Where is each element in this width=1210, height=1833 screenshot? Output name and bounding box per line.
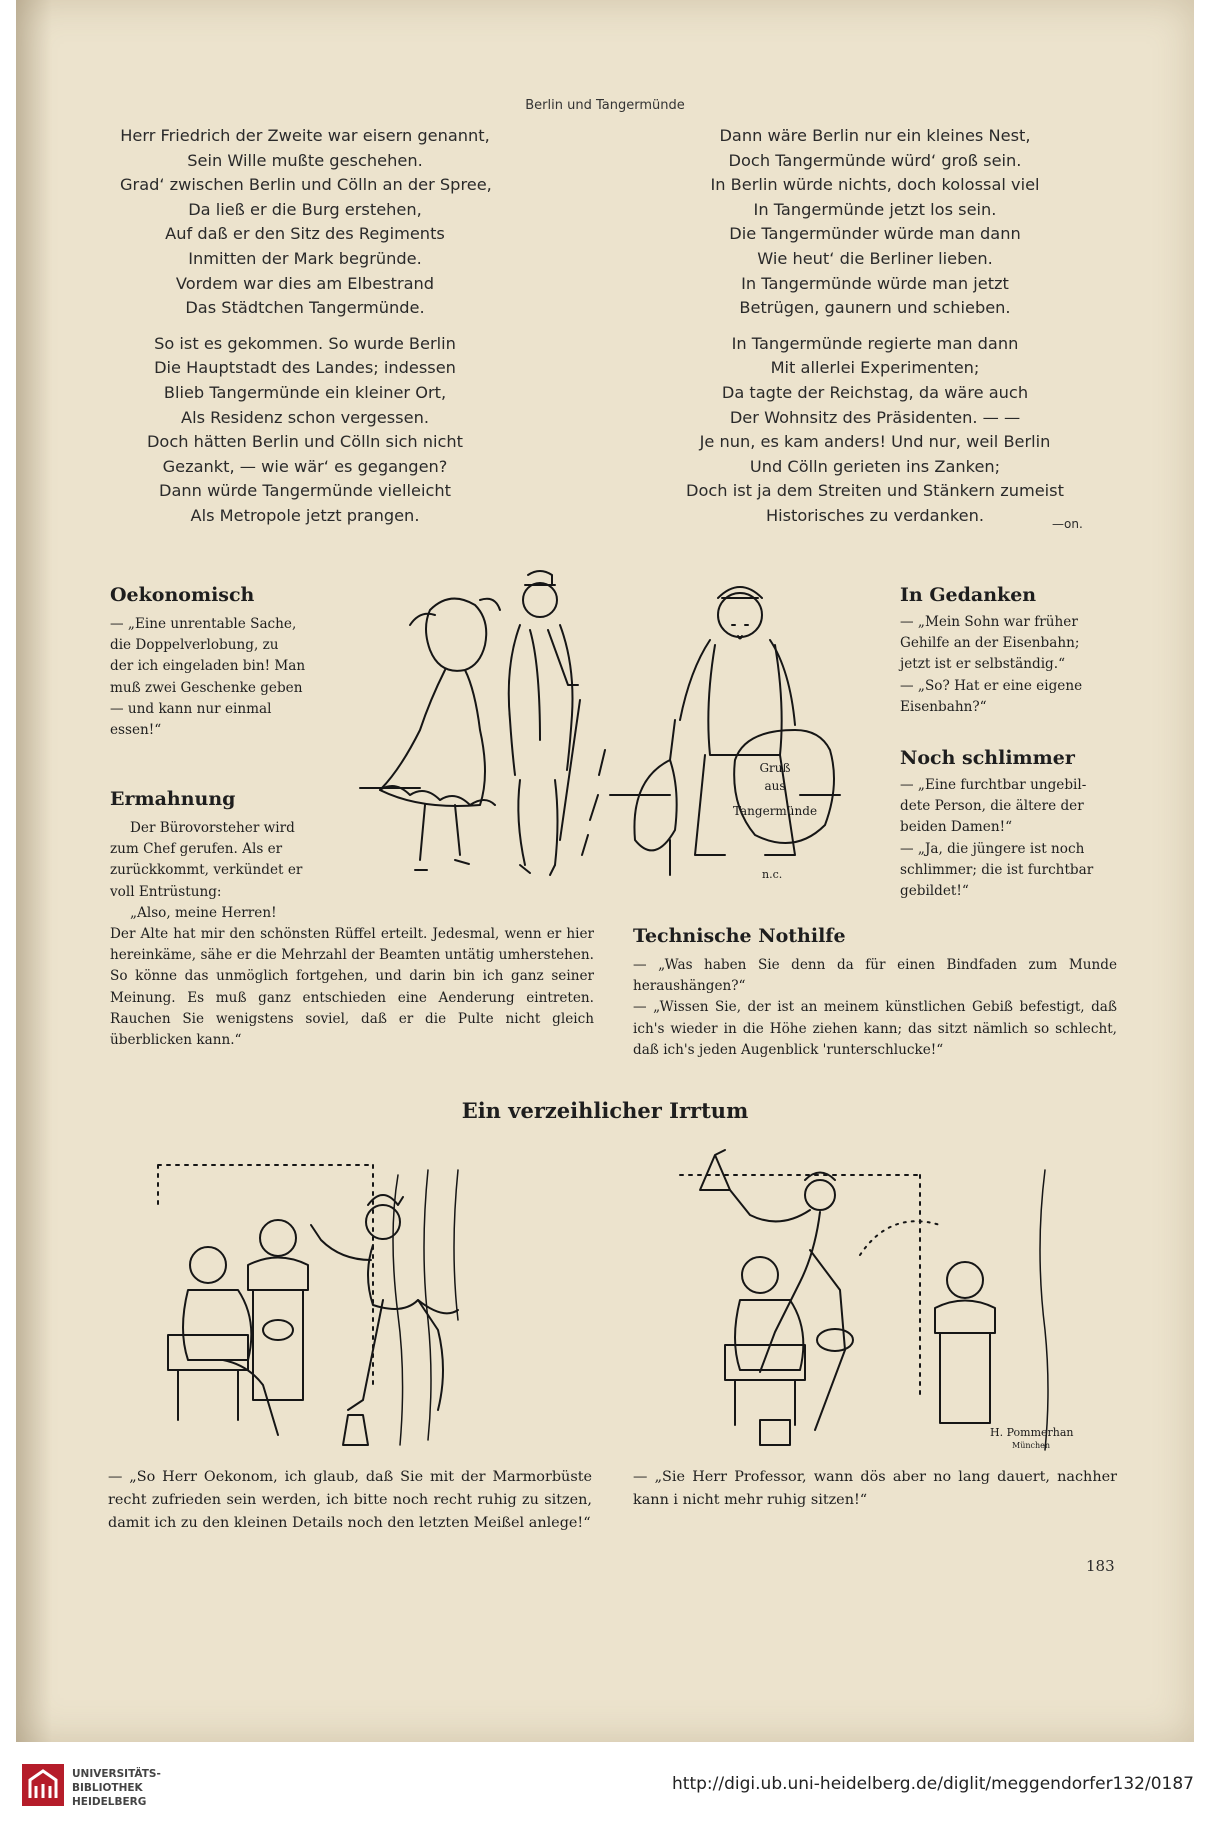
- joke-title-oekonomisch: Oekonomisch: [110, 584, 255, 606]
- artist-city: München: [1012, 1441, 1051, 1450]
- poem-line: So ist es gekommen. So wurde Berlin: [154, 333, 456, 353]
- joke-title-noch-schlimmer: Noch schlimmer: [900, 747, 1075, 769]
- cartoon-caption-right: — „Sie Herr Professor, wann dös aber no lang dauert, nachher kann i nicht mehr ruhig sitzen!“: [633, 1469, 1117, 1508]
- poem-signature: —on.: [1052, 517, 1083, 531]
- poem-line: Wie heut‘ die Berliner lieben.: [757, 248, 993, 268]
- poem-line: Blieb Tangermünde ein kleiner Ort,: [163, 382, 447, 402]
- text-line: — „Eine furchtbar ungebil-: [900, 777, 1087, 793]
- text-line: essen!“: [110, 722, 162, 739]
- text-line: der ich eingeladen bin! Man: [110, 658, 306, 675]
- joke-body-ermahnung: Der Alte hat mir den schönsten Rüffel erteilt. Jedesmal, wenn er hier hereinkäme, sähe er die Mehrzahl der Beamten untätig umherstehen. So könne das unmöglich fortgehen, und darin bin ich ganz seiner Meinung. Es muß ganz entschieden eine Aenderung eintreten. Rauchen Sie wenigstens soviel, daß er die Pulte nicht gleich überblicken kann.“: [110, 926, 594, 1049]
- poem-stanza: [120, 124, 490, 321]
- joke-body-technische-nothilfe: [633, 955, 1117, 1061]
- poem-line: In Berlin würde nichts, doch kolossal viel: [710, 175, 1040, 195]
- artist-signature: [990, 1426, 1074, 1450]
- poem-line: Die Hauptstadt des Landes; indessen: [154, 358, 456, 378]
- text-paragraph: — „Wissen Sie, der ist an meinem künstlichen Gebiß befestigt, daß ich's wieder in die Höhe ziehen kann; das sitzt nämlich so schlecht, daß ich's jeden Augenblick 'runterschlucke!“: [633, 999, 1117, 1058]
- joke-title-technische-nothilfe: Technische Nothilfe: [633, 925, 846, 947]
- poem-line: Grad‘ zwischen Berlin und Cölln an der Spree,: [120, 175, 492, 195]
- joke-title-in-gedanken: In Gedanken: [900, 584, 1037, 606]
- cartoon-title: Ein verzeihlicher Irrtum: [461, 1098, 749, 1123]
- joke-title-ermahnung: Ermahnung: [110, 788, 236, 810]
- traveler-drawing: [634, 587, 834, 875]
- poem-line: Doch hätten Berlin und Cölln sich nicht: [146, 432, 464, 452]
- bag-text-line: aus: [764, 779, 786, 793]
- joke-intro-ermahnung: [110, 818, 360, 924]
- library-name-line: HEIDELBERG: [72, 1796, 147, 1808]
- library-name-line: UNIVERSITÄTS-: [72, 1768, 161, 1780]
- poem-stanza: [660, 124, 1090, 321]
- joke-body-oekonomisch: [110, 614, 360, 741]
- text-line: voll Entrüstung:: [110, 883, 222, 900]
- poem-line: Als Residenz schon vergessen.: [181, 407, 429, 427]
- poem-line: Je nun, es kam anders! Und nur, weil Berlin: [699, 432, 1051, 452]
- page-number: 183: [1086, 1557, 1115, 1575]
- text-line: „Also, meine Herren!: [130, 904, 277, 921]
- poem-line: Der Wohnsitz des Präsidenten. — —: [729, 407, 1021, 427]
- text-line: Gehilfe an der Eisenbahn;: [900, 635, 1080, 652]
- poem-line: Doch Tangermünde würd‘ groß sein.: [728, 150, 1022, 170]
- poem-line: In Tangermünde jetzt los sein.: [753, 199, 997, 219]
- poem-line: Herr Friedrich der Zweite war eisern genannt,: [120, 126, 490, 145]
- poem-line: Sein Wille mußte geschehen.: [187, 150, 423, 170]
- text-line: schlimmer; die ist furchtbar: [900, 861, 1094, 878]
- text-line: — „Mein Sohn war früher: [900, 614, 1078, 630]
- poem-line: In Tangermünde würde man jetzt: [741, 273, 1009, 293]
- joke-body-noch-schlimmer: [900, 775, 1120, 902]
- poem-line: Da tagte der Reichstag, da wäre auch: [721, 382, 1029, 402]
- library-name-line: BIBLIOTHEK: [72, 1782, 143, 1794]
- couple-drawing: [380, 571, 605, 875]
- cartoon-panel-left: [128, 1150, 578, 1470]
- text-paragraph: — „Was haben Sie denn da für einen Bindfaden zum Munde heraushängen?“: [633, 957, 1117, 995]
- poem-line: Betrügen, gaunern und schieben.: [739, 298, 1011, 318]
- text-line: dete Person, die ältere der: [900, 798, 1084, 815]
- poem-line: Da ließ er die Burg erstehen,: [188, 199, 422, 219]
- poem-right-column: [660, 124, 1090, 540]
- text-line: die Doppelverlobung, zu: [110, 637, 279, 654]
- studio-scene-left: [158, 1165, 458, 1445]
- text-line: — „So? Hat er eine eigene: [900, 677, 1083, 694]
- poem-line: Und Cölln gerieten ins Zanken;: [749, 456, 1001, 476]
- text-line: beiden Damen!“: [900, 819, 1013, 836]
- text-line: zum Chef gerufen. Als er: [110, 841, 283, 858]
- cartoon-caption-left: — „So Herr Oekonom, ich glaub, daß Sie mit der Marmorbüste recht zufrieden sein werden, ich bitte noch recht ruhig zu sitzen, damit ich zu den kleinen Details noch den letzten Meißel anlege!“: [108, 1469, 592, 1531]
- poem-stanza: [660, 332, 1090, 529]
- artist-name: H. Pommerhan: [990, 1426, 1074, 1439]
- library-name: [72, 1767, 161, 1809]
- text-line: jetzt ist er selbständig.“: [900, 656, 1066, 673]
- poem-line: Die Tangermünder würde man dann: [729, 224, 1021, 244]
- illustration-couple-and-traveler: [370, 570, 840, 890]
- studio-scene-right: [680, 1150, 1051, 1450]
- poem-line: Mit allerlei Experimenten;: [770, 358, 980, 378]
- bag-text-line: Tangermünde: [732, 804, 818, 818]
- source-url-link[interactable]: http://digi.ub.uni-heidelberg.de/diglit/meggendorfer132/0187: [672, 1774, 1194, 1794]
- artist-monogram: n.c.: [762, 868, 783, 881]
- poem-line: Vordem war dies am Elbestrand: [175, 273, 435, 293]
- library-logo-icon: [20, 1762, 66, 1808]
- poem-stanza: [120, 332, 490, 529]
- digitization-footer: [0, 1742, 1210, 1833]
- running-title: Berlin und Tangermünde: [525, 98, 685, 113]
- cartoon-panel-right: [660, 1150, 1110, 1470]
- text-line: — „Eine unrentable Sache,: [110, 616, 297, 632]
- poem-line: Auf daß er den Sitz des Regiments: [165, 224, 445, 244]
- poem-left-column: [120, 124, 490, 540]
- text-line: muß zwei Geschenke geben: [110, 679, 303, 696]
- poem-line: Als Metropole jetzt prangen.: [190, 505, 420, 525]
- text-line: gebildet!“: [900, 883, 969, 900]
- poem-line: Doch ist ja dem Streiten und Stänkern zumeist: [686, 481, 1064, 501]
- poem-line: Historisches zu verdanken.: [765, 505, 985, 525]
- poem-line: Das Städtchen Tangermünde.: [185, 298, 425, 318]
- joke-body-in-gedanken: [900, 612, 1120, 718]
- poem-line: Dann wäre Berlin nur ein kleines Nest,: [719, 126, 1031, 145]
- text-line: Eisenbahn?“: [900, 698, 987, 715]
- text-line: zurückkommt, verkündet er: [110, 862, 303, 879]
- bag-text-line: Gruß: [759, 761, 791, 775]
- poem-line: Inmitten der Mark begründe.: [188, 248, 422, 268]
- text-line: — „Ja, die jüngere ist noch: [900, 840, 1085, 857]
- bag-inscription: [733, 761, 817, 818]
- text-line: — und kann nur einmal: [110, 700, 272, 717]
- text-line: Der Bürovorsteher wird: [130, 820, 295, 836]
- poem-line: Dann würde Tangermünde vielleicht: [159, 481, 451, 501]
- poem-line: Gezankt, — wie wär‘ es gegangen?: [162, 456, 448, 476]
- poem-line: In Tangermünde regierte man dann: [731, 333, 1019, 353]
